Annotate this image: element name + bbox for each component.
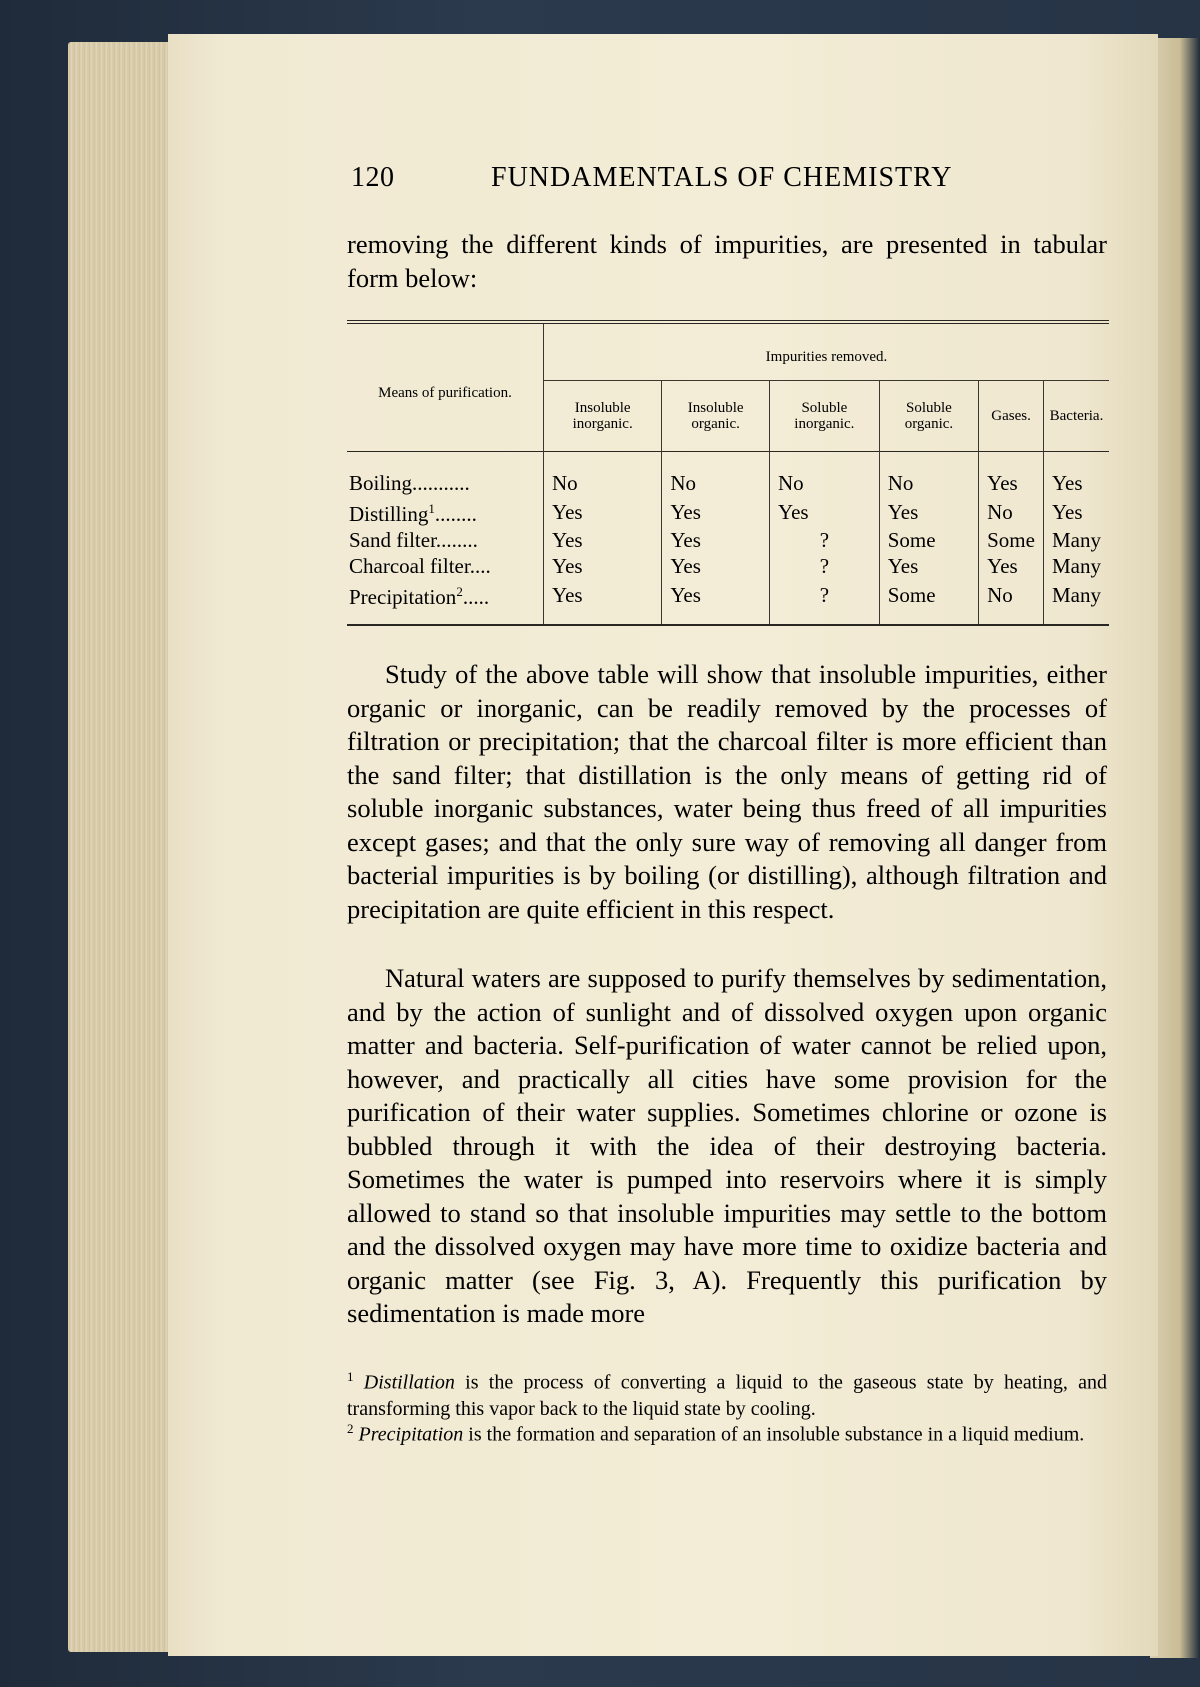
- table-cell: Some: [979, 527, 1044, 553]
- method-cell: [347, 553, 544, 579]
- intro-paragraph: removing the different kinds of impurities, are presented in tabular form below:: [347, 229, 1107, 293]
- method-name: Boiling: [349, 471, 413, 495]
- running-title: FUNDAMENTALS OF CHEMISTRY: [491, 162, 953, 193]
- footnote-ref: 2: [456, 584, 463, 599]
- table-cell: Many: [1043, 553, 1109, 579]
- paragraph-1: Study of the above table will show that insoluble impurities, either organic or inorganic, can be readily removed by the processes of filtration or precipitation; that the charcoal filter is more efficient than the sand filter; that distillation is the only means of getting rid of soluble inorganic substances, water being thus freed of all impurities except gases; and that the only sure way of removing all danger from bacterial impurities is by boiling (or distilling), although filtration and precipitation are quite efficient in this respect.: [347, 659, 1107, 924]
- column-header: Soluble inorganic.: [770, 381, 880, 452]
- impurities-group-header: Impurities removed.: [544, 322, 1110, 381]
- table-cell: Many: [1043, 527, 1109, 553]
- method-name: Charcoal filter: [349, 554, 470, 578]
- table-cell: Many: [1043, 579, 1109, 625]
- table-cell: Yes: [544, 553, 662, 579]
- running-head: [351, 162, 966, 202]
- method-cell: [347, 579, 544, 625]
- table-row: [347, 496, 1109, 527]
- method-cell: [347, 527, 544, 553]
- table-cell: ?: [770, 579, 880, 625]
- table-cell: ?: [770, 553, 880, 579]
- method-cell: [347, 496, 544, 527]
- table-cell: Yes: [662, 527, 770, 553]
- table-cell: Yes: [662, 579, 770, 625]
- footnote-term: Precipitation: [358, 1423, 464, 1446]
- column-header: Gases.: [979, 381, 1044, 452]
- table-cell: No: [544, 452, 662, 497]
- table-cell: Yes: [770, 496, 880, 527]
- column-header: Soluble organic.: [879, 381, 978, 452]
- table-cell: Yes: [544, 527, 662, 553]
- purification-table: [347, 320, 1109, 626]
- table-cell: Some: [879, 579, 978, 625]
- table-row: [347, 579, 1109, 625]
- table-cell: Yes: [662, 496, 770, 527]
- method-name: Distilling: [349, 502, 429, 526]
- table-row: [347, 527, 1109, 553]
- table-cell: Yes: [1043, 452, 1109, 497]
- table-cell: Yes: [879, 553, 978, 579]
- method-cell: [347, 452, 544, 497]
- column-header: Insoluble organic.: [662, 381, 770, 452]
- table-cell: Yes: [1043, 496, 1109, 527]
- table-cell: Yes: [979, 452, 1044, 497]
- footnote-ref: 1: [428, 501, 435, 516]
- table-cell: Yes: [979, 553, 1044, 579]
- column-header: Bacteria.: [1043, 381, 1109, 452]
- dot-leader: .....: [462, 585, 490, 609]
- table-cell: No: [770, 452, 880, 497]
- table-cell: No: [879, 452, 978, 497]
- page-number: 120: [351, 162, 395, 193]
- dot-leader: ........: [434, 502, 477, 526]
- table-cell: Yes: [879, 496, 978, 527]
- footnote-text: is the formation and separation of an insoluble substance in a liquid medium.: [463, 1423, 1085, 1446]
- footnote-mark: 2: [347, 1421, 354, 1436]
- paragraph-2: Natural waters are supposed to purify themselves by sedimentation, and by the action of sunlight and of dissolved oxygen upon organic matter and bacteria. Self-purification of water cannot be relied upon, however, and practically all cities have some provision for the purification of their water supplies. Sometimes chlorine or ozone is bubbled through it with the idea of their destroying bacteria. Sometimes the water is pumped into reservoirs where it is simply allowed to stand so that insoluble impurities may settle to the bottom and the dissolved oxygen may have more time to oxidize bacteria and organic matter (see Fig. 3, A). Frequently this purification by sedimentation is made more: [347, 963, 1107, 1328]
- footnote-2: [347, 1416, 1107, 1448]
- table-cell: No: [979, 496, 1044, 527]
- table-cell: Yes: [662, 553, 770, 579]
- table-cell: Some: [879, 527, 978, 553]
- table-row: [347, 452, 1109, 497]
- table-cell: Yes: [544, 579, 662, 625]
- footnote-term: Distillation: [363, 1371, 455, 1394]
- footnote-text: is the process of converting a liquid to the gaseous state by heating, and transforming this vapor back to the liquid state by cooling.: [347, 1371, 1107, 1420]
- page-edges-left: [68, 42, 178, 1652]
- method-name: Sand filter: [349, 528, 436, 552]
- table-cell: No: [662, 452, 770, 497]
- column-header: Insoluble inorganic.: [544, 381, 662, 452]
- dot-leader: ....: [469, 554, 491, 578]
- means-header: Means of purification.: [378, 384, 512, 401]
- footnote-1: [347, 1364, 1107, 1422]
- footnote-mark: 1: [347, 1369, 354, 1384]
- dot-leader: ...........: [412, 471, 470, 495]
- method-name: Precipitation: [349, 585, 457, 609]
- table-cell: ?: [770, 527, 880, 553]
- dot-leader: ........: [435, 528, 478, 552]
- table-cell: Yes: [544, 496, 662, 527]
- table-cell: No: [979, 579, 1044, 625]
- table-row: [347, 553, 1109, 579]
